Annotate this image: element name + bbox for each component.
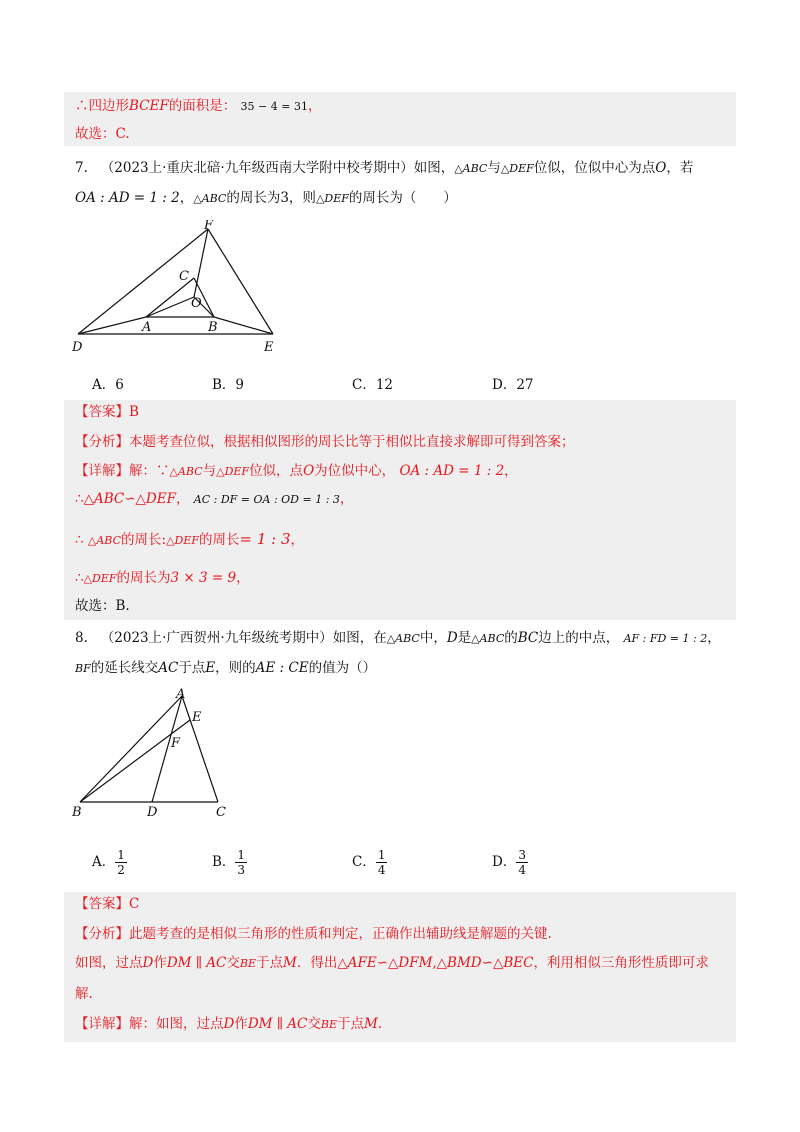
q7-stem-line-2: OA : AD = 1 : 2，△ABC的周长为3，则△DEF的周长为（ ） (75, 190, 457, 206)
q7-detail-line-4: ∴△DEF的周长为3 × 3 = 9， (75, 570, 250, 586)
q8-option-b[interactable]: B． $\frac{1}{3}$ (212, 848, 246, 877)
q7-option-b[interactable]: B．9 (212, 377, 245, 393)
q8-label-B: B (72, 805, 82, 820)
q8-option-c[interactable]: C． $\frac{1}{4}$ (352, 848, 386, 877)
q8-label-A: A (176, 687, 186, 702)
q8-analysis-line-2: 如图，过点D作DM ∥ AC交BE于点M．得出△AFE∽△DFM,△BMD∽△BEC，利用相似三角形性质即可求 (75, 955, 709, 971)
q7-detail-line-3: ∴ △ABC的周长:△DEF的周长= 1 : 3， (75, 530, 305, 548)
q8-label-D: D (147, 805, 158, 820)
q7-label-E: E (264, 340, 274, 355)
q7-label-A: A (142, 320, 152, 335)
q7-option-a[interactable]: A．6 (92, 377, 124, 393)
q7-label-F: F (204, 220, 214, 233)
q7-option-c[interactable]: C．12 (352, 377, 394, 393)
q8-figure (68, 684, 248, 824)
q8-label-F: F (171, 736, 181, 751)
q7-label-B: B (208, 320, 218, 335)
prev-answer-line-2: 故选：C. (75, 126, 130, 142)
q7-stem-line-1: 7. （2023上·重庆北碚·九年级西南大学附中校考期中）如图，△ABC与△DEF位似，位似中心为点O，若 (75, 160, 694, 176)
q8-label-E: E (192, 710, 202, 725)
q7-label-D: D (72, 340, 83, 355)
q8-option-d[interactable]: D． $\frac{3}{4}$ (492, 848, 526, 877)
q7-answer: 【答案】B (75, 404, 139, 420)
q7-label-O: O (191, 296, 202, 311)
q8-stem-line-1: 8. （2023上·广西贺州·九年级统考期中）如图，在△ABC中，D是△ABC的BC边上的中点， AF : FD = 1 : 2， (75, 630, 721, 646)
q7-analysis: 【分析】本题考查位似，根据相似图形的周长比等于相似比直接求解即可得到答案； (75, 434, 575, 450)
q7-option-d[interactable]: D．27 (492, 377, 534, 393)
q7-figure (68, 220, 288, 355)
q8-answer: 【答案】C (75, 896, 140, 912)
q7-detail-line-5: 故选：B. (75, 598, 130, 614)
q7-label-C: C (179, 269, 189, 284)
q8-analysis-line-3: 解. (75, 986, 93, 1002)
q8-detail-line-1: 【详解】解：如图，过点D作DM ∥ AC交BE于点M． (75, 1016, 392, 1032)
q8-analysis: 【分析】此题考查的是相似三角形的性质和判定，正确作出辅助线是解题的关键. (75, 926, 552, 942)
q8-stem-line-2: BF的延长线交AC于点E，则的AE : CE的值为（） (75, 660, 377, 676)
q8-option-a[interactable]: A． $\frac{1}{2}$ (92, 848, 125, 877)
prev-answer-line-1: ∴四边形BCEF的面积是： 35 − 4 = 31， (75, 98, 322, 114)
q7-detail-line-2: ∴△ABC∽△DEF， AC : DF = OA : OD = 1 : 3， (75, 491, 354, 507)
q7-detail-line-1: 【详解】解：∵△ABC与△DEF位似，点O为位似中心， OA : AD = 1 : 2， (75, 463, 518, 479)
q8-label-C: C (216, 805, 226, 820)
